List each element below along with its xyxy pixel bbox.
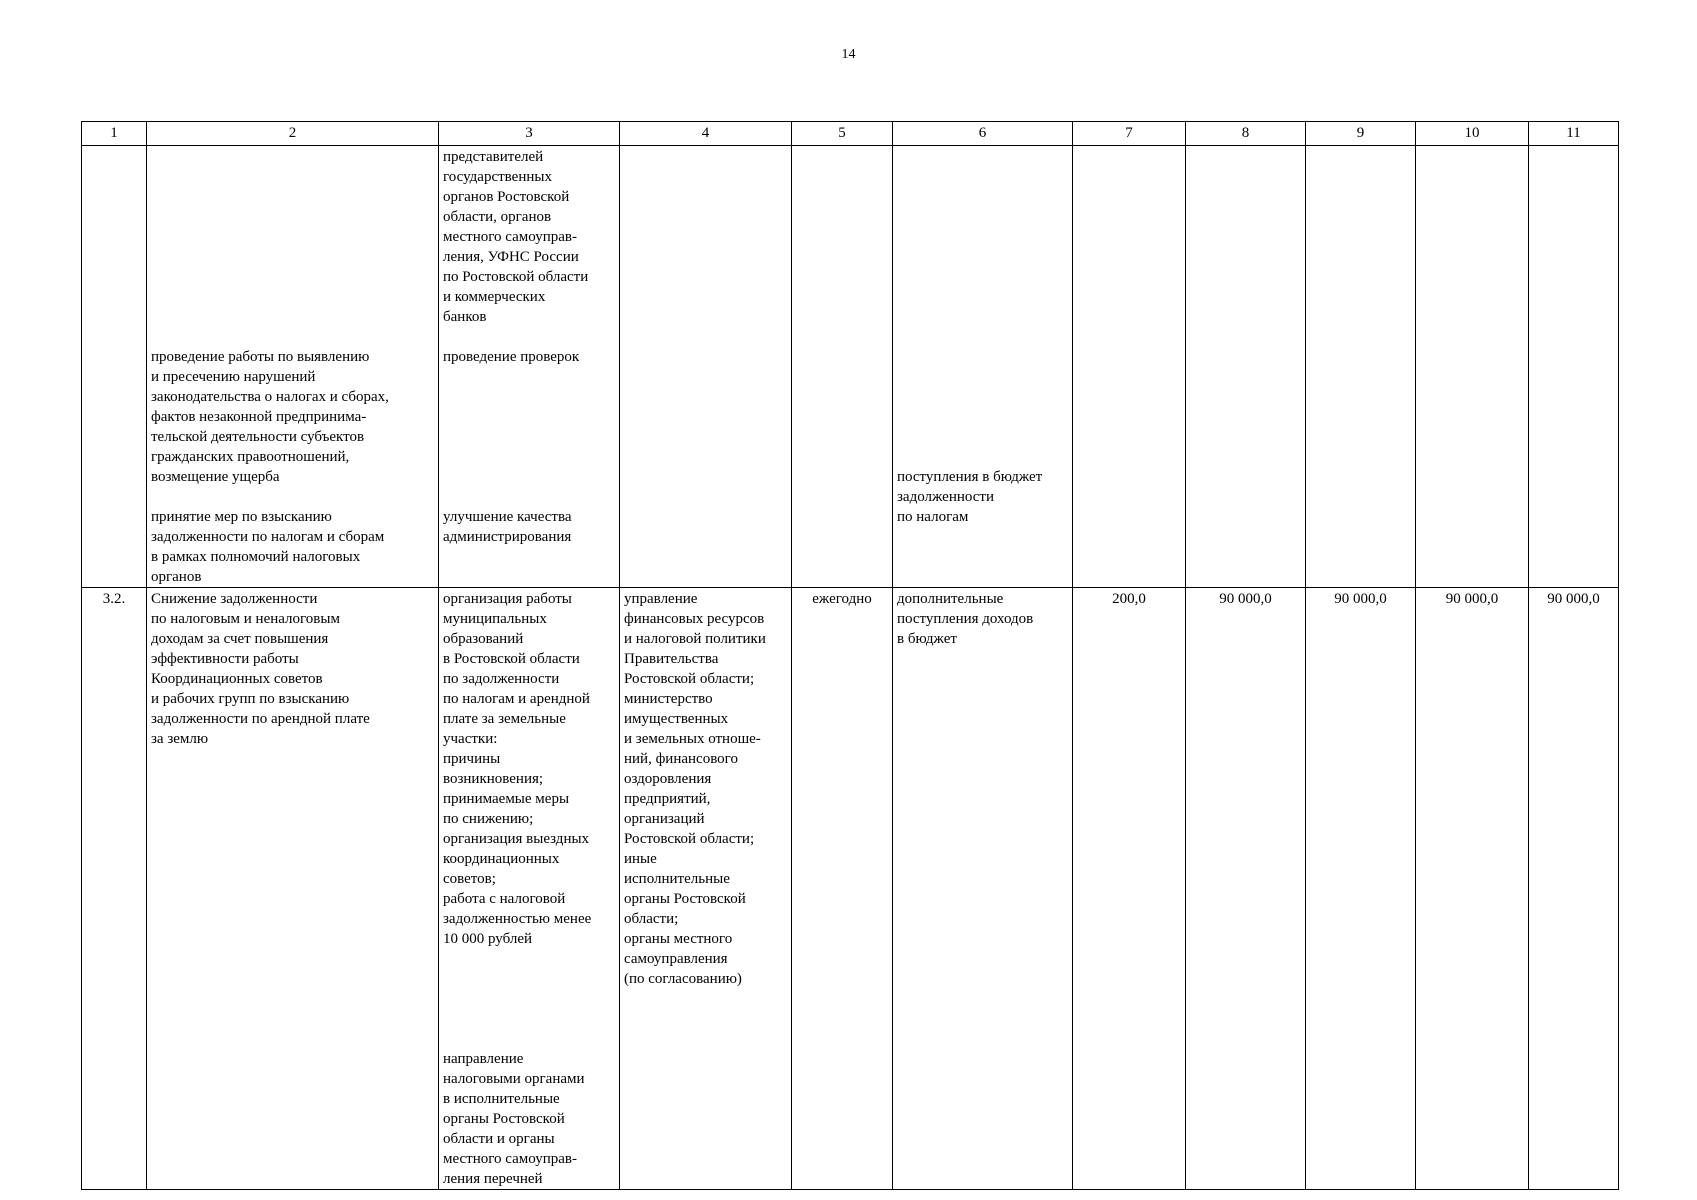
cell-number [82,146,147,588]
cell-value: 90 000,0 [1186,588,1306,1190]
cell-result [893,588,1073,1190]
measures-table [81,121,1619,1190]
cell-responsible [620,588,792,1190]
measure-text: проведение работы по выявлению и пресечению нарушений законодательства о налогах и сборах, фактов незаконной предпринима- тельской деятельности субъектов гражданских правоотношений, возмещение ущерба [151,349,389,485]
cell-value: 90 000,0 [1306,588,1416,1190]
header-col-1: 1 [82,122,147,146]
cell-number: 3.2. [82,588,147,1190]
cell-term: ежегодно [792,588,893,1190]
cell-content [439,588,620,1190]
cell-measure [147,146,439,588]
cell-result [893,146,1073,588]
table-row [82,146,1619,588]
content-text: улучшение качества администрирования [443,509,572,545]
cell-value [1186,146,1306,588]
cell-value [1073,146,1186,588]
cell-value [1306,146,1416,588]
cell-responsible [620,146,792,588]
header-col-3: 3 [439,122,620,146]
header-col-10: 10 [1416,122,1529,146]
result-text: дополнительные поступления доходов в бюджет [897,591,1034,647]
content-text: организация работы муниципальных образований в Ростовской области по задолженности по налогам и арендной плате за земельные участки: причины возникновения; принимаемые меры по снижению; организация выездных координационных советов; работа с налоговой задолженностью менее 10 000 рублей [443,591,592,947]
cell-term [792,146,893,588]
header-col-4: 4 [620,122,792,146]
cell-value [1529,146,1619,588]
content-text: проведение проверок [443,349,580,365]
header-col-2: 2 [147,122,439,146]
header-col-9: 9 [1306,122,1416,146]
header-col-6: 6 [893,122,1073,146]
header-col-7: 7 [1073,122,1186,146]
cell-value: 90 000,0 [1529,588,1619,1190]
header-col-8: 8 [1186,122,1306,146]
page-number: 14 [841,47,856,62]
header-col-11: 11 [1529,122,1619,146]
cell-measure [147,588,439,1190]
content-text: направление налоговыми органами в исполнительные органы Ростовской области и органы местного самоуправ- ления перечней [443,1051,585,1187]
result-text: поступления в бюджет задолженности по налогам [897,469,1043,525]
cell-content [439,146,620,588]
responsible-text: управление финансовых ресурсов и налоговой политики Правительства Ростовской области; министерство имущественных и земельных отноше- ний, финансового оздоровления предприятий, организаций Ростовской области; иные исполнительные органы Ростовской области; органы местного самоуправления (по согласованию) [624,591,766,987]
table-row [82,588,1619,1190]
cell-value [1416,146,1529,588]
measure-text: принятие мер по взысканию задолженности по налогам и сборам в рамках полномочий налоговых органов [151,509,385,585]
cell-value: 90 000,0 [1416,588,1529,1190]
header-row [82,122,1619,146]
header-col-5: 5 [792,122,893,146]
measure-text: Снижение задолженности по налоговым и неналоговым доходам за счет повышения эффективности работы Координационных советов и рабочих групп по взысканию задолженности по арендной плате за землю [151,591,370,747]
content-text: представителей государственных органов Ростовской области, органов местного самоуправ- ления, УФНС России по Ростовской области и коммерческих банков [443,149,589,325]
cell-value: 200,0 [1073,588,1186,1190]
